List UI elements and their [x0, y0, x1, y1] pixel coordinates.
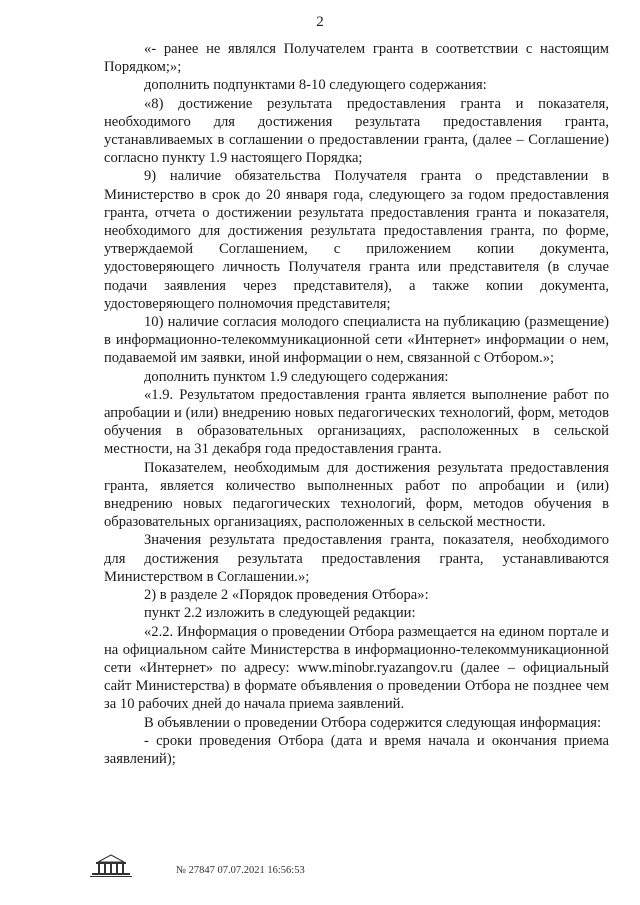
paragraph: «2.2. Информация о проведении Отбора размещается на едином портале и на официальном сайте Министерства в информационно-телекоммуникационной сети «Интернет» по адресу: www.minobr.ryazangov.ru (далее – официальный сайт Министерства) в формате объявления о проведении Отбора не позднее чем за 10 рабочих дней до начала приема заявлений.: [104, 623, 609, 713]
government-building-icon: [84, 853, 138, 879]
paragraph: Показателем, необходимым для достижения результата предоставления гранта, является количество выполненных работ по апробации и (или) внедрению новых педагогических технологий, форм, методов обучения в образовательных организациях, расположенных в сельской местности.: [104, 459, 609, 531]
paragraph: 10) наличие согласия молодого специалиста на публикацию (размещение) в информационно-телекоммуникационной сети «Интернет» информации о нем, подаваемой им заявки, иной информации о нем, связанной с Отбором.»;: [104, 314, 609, 367]
paragraph: 9) наличие обязательства Получателя гранта о представлении в Министерство в срок до 20 января года, следующего за годом предоставления гранта, отчета о достижении результата предоставления гранта и показателя, необходимого для достижения результата предоставления гранта, по форме, утверждаемой Соглашением, с приложением копии документа, удостоверяющего личность Получателя гранта или представителя (в случае подачи заявления через представителя), а также копии документа, удостоверяющего полномочия представителя;: [104, 168, 609, 312]
paragraph: «1.9. Результатом предоставления гранта является выполнение работ по апробации и (или) внедрению новых педагогических технологий, форм, методов обучения в образовательных организациях, расположенных в сельской местности, на 31 декабря года предоставления гранта.: [104, 386, 609, 458]
document-registration-stamp: № 27847 07.07.2021 16:56:53: [176, 865, 305, 876]
document-footer: [84, 853, 364, 883]
paragraph: - сроки проведения Отбора (дата и время начала и окончания приема заявлений);: [104, 732, 609, 767]
paragraph: «- ранее не являлся Получателем гранта в соответствии с настоящим Порядком;»;: [104, 41, 609, 76]
page-number: 2: [316, 14, 324, 30]
paragraph: «8) достижение результата предоставления гранта и показателя, необходимого для достижения результата предоставления гранта, устанавливаемых в соглашении о предоставлении гранта, (далее – Соглашение) согласно пункту 1.9 настоящего Порядка;: [104, 95, 609, 167]
paragraph: пункт 2.2 изложить в следующей редакции:: [144, 605, 416, 622]
paragraph: 2) в разделе 2 «Порядок проведения Отбора»:: [144, 587, 429, 604]
paragraph: дополнить подпунктами 8-10 следующего содержания:: [144, 77, 487, 94]
paragraph: дополнить пунктом 1.9 следующего содержания:: [144, 368, 449, 385]
document-body: [104, 40, 609, 768]
paragraph: В объявлении о проведении Отбора содержится следующая информация:: [144, 714, 602, 731]
paragraph: Значения результата предоставления гранта, показателя, необходимого для достижения результата предоставления гранта, устанавливаются Министерством в Соглашении.»;: [104, 532, 609, 585]
